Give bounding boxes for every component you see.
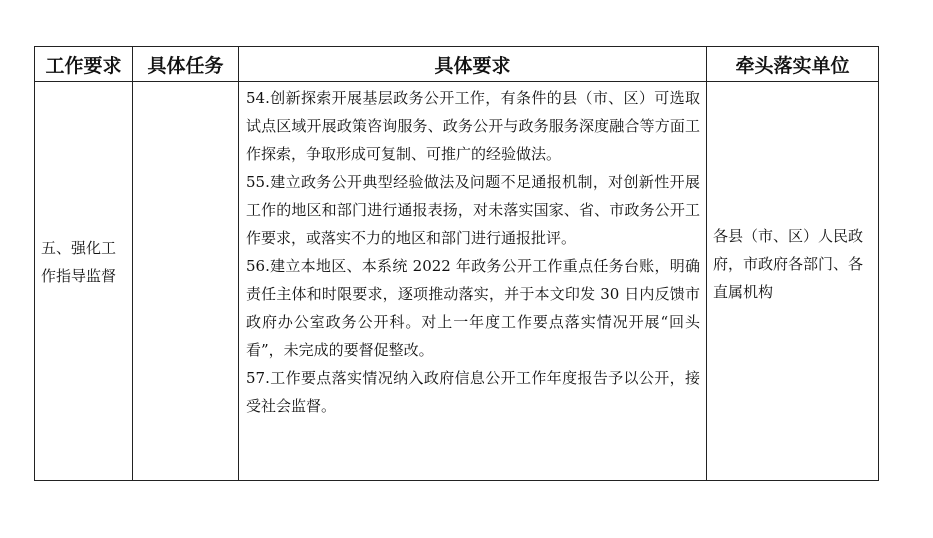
- cell-work-requirement: [35, 82, 133, 481]
- requirement-item-55: 55.建立政务公开典型经验做法及问题不足通报机制，对创新性开展工作的地区和部门进行通报表扬，对未落实国家、省、市政务公开工作要求，或落实不力的地区和部门进行通报批评。: [246, 173, 700, 247]
- requirement-item-57: 57.工作要点落实情况纳入政府信息公开工作年度报告予以公开，接受社会监督。: [246, 369, 700, 415]
- header-lead-unit: 牵头落实单位: [707, 47, 879, 82]
- table-header-row: [35, 47, 879, 82]
- work-plan-table: [34, 46, 879, 481]
- cell-lead-unit: [707, 82, 879, 481]
- requirement-item-54: 54.创新探索开展基层政务公开工作，有条件的县（市、区）可选取试点区域开展政策咨询服务、政务公开与政务服务深度融合等方面工作探索，争取形成可复制、可推广的经验做法。: [246, 89, 700, 163]
- requirement-item-56: 56.建立本地区、本系统 2022 年政务公开工作重点任务台账，明确责任主体和时限要求，逐项推动落实，并于本文印发 30 日内反馈市政府办公室政务公开科。对上一年度工作要点落实情况开展“回头看”，未完成的要督促整改。: [246, 257, 700, 359]
- lead-unit-text: 各县（市、区）人民政府，市政府各部门、各直属机构: [713, 227, 864, 301]
- requirement-list: [239, 82, 706, 420]
- table-row: [35, 82, 879, 481]
- cell-specific-task: [133, 82, 239, 481]
- cell-specific-requirement: [239, 82, 707, 481]
- header-work-requirement: 工作要求: [35, 47, 133, 82]
- header-specific-requirement: 具体要求: [239, 47, 707, 82]
- work-requirement-text: 五、强化工作指导监督: [41, 239, 117, 285]
- header-specific-task: 具体任务: [133, 47, 239, 82]
